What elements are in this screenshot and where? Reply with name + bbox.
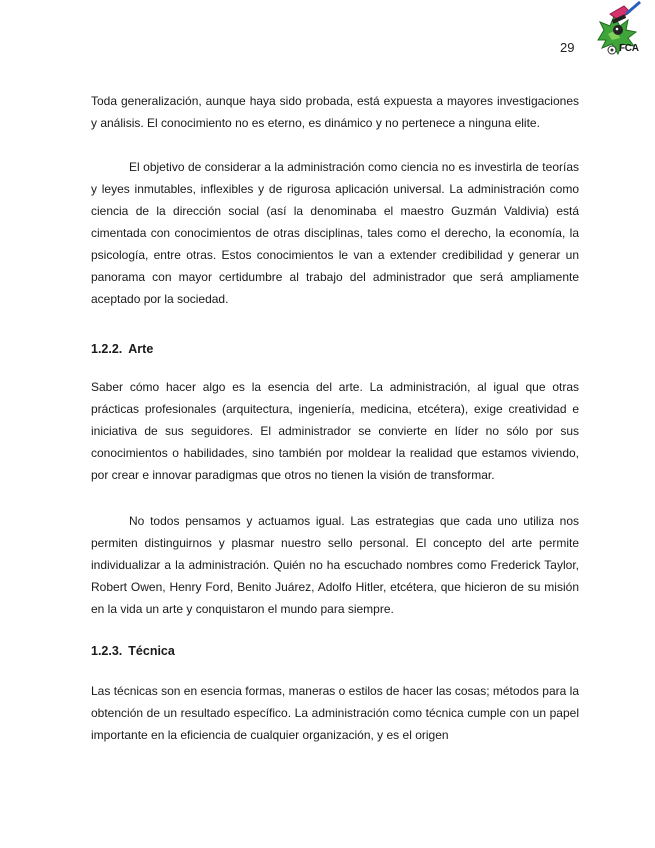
intro-paragraph-2: El objetivo de considerar a la administración como ciencia no es investirla de teorías y leyes inmutables, inflexibles y de rigurosa aplicación universal. La administración como ciencia de la dirección social (así la denominaba el maestro Guzmán Valdivia) está cimentada con conocimientos de otras disciplinas, tales como el derecho, la economía, la psicología, entre otras. Estos conocimientos le van a extender credibilidad y generar un panorama con mayor certidumbre al trabajo del administrador que será ampliamente aceptado por la sociedad. bbox=[91, 160, 579, 306]
intro-paragraph-1: Toda generalización, aunque haya sido probada, está expuesta a mayores investigaciones y análisis. El conocimiento no es eterno, es dinámico y no pertenece a ninguna elite. bbox=[91, 94, 579, 130]
section-heading-tecnica bbox=[91, 644, 175, 658]
arte-paragraph-1: Saber cómo hacer algo es la esencia del arte. La administración, al igual que otras prácticas profesionales (arquitectura, ingeniería, medicina, etcétera), exige creatividad e iniciativa de sus seguidores. El administrador se convierte en líder no sólo por sus conocimientos o habilidades, sino también por moldear la realidad que estamos viviendo, por crear e innovar paradigmas que otros no tienen la visión de transformar. bbox=[91, 380, 579, 482]
section-title: Arte bbox=[128, 342, 154, 356]
logo-label: FCA bbox=[619, 43, 639, 54]
section-number: 1.2.2. bbox=[91, 342, 123, 356]
arte-paragraph-2: No todos pensamos y actuamos igual. Las estrategias que cada uno utiliza nos permiten distinguirnos y plasmar nuestro sello personal. El concepto del arte permite individualizar a la administración. Quién no ha escuchado nombres como Frederick Taylor, Robert Owen, Henry Ford, Benito Juárez, Adolfo Hitler, etcétera, que hicieron de su misión en la vida un arte y conquistaron el mundo para siempre. bbox=[91, 514, 579, 616]
page-number: 29 bbox=[560, 40, 575, 55]
section-title: Técnica bbox=[128, 644, 175, 658]
section-heading-arte bbox=[91, 342, 153, 356]
section-number: 1.2.3. bbox=[91, 644, 123, 658]
tecnica-paragraph-1: Las técnicas son en esencia formas, maneras o estilos de hacer las cosas; métodos para la obtención de un resultado específico. La administración como técnica cumple con un papel importante en la eficiencia de cualquier organización, y es el origen bbox=[91, 684, 579, 742]
